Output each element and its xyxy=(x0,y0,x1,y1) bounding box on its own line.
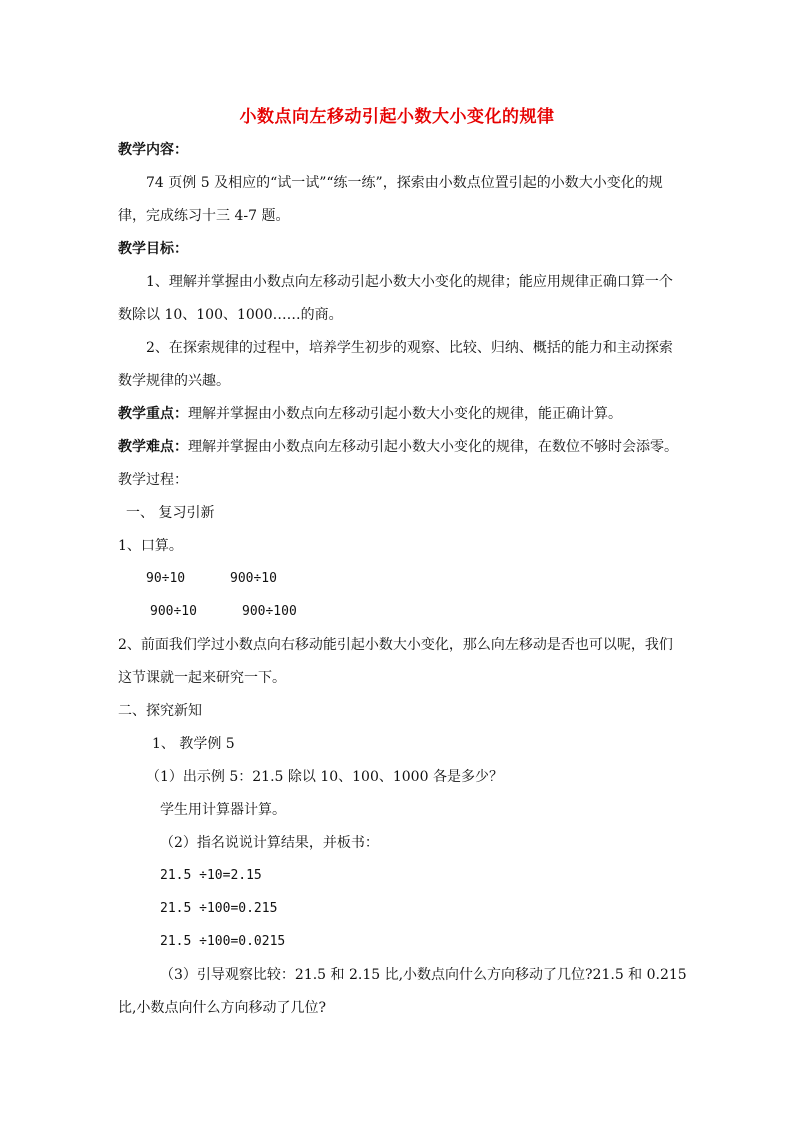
equation-3: 21.5 ÷100=0.0215 xyxy=(160,934,286,949)
section-2-heading: 二、探究新知 xyxy=(118,703,202,719)
content-text-line-1: 74 页例 5 及相应的“试一试”“练一练”，探索由小数点位置引起的小数大小变化的规 xyxy=(146,175,663,191)
item-2-line-1: 2、前面我们学过小数点向右移动能引起小数大小变化，那么向左移动是否也可以呢，我们 xyxy=(118,637,673,653)
calc-2a: 900÷10 xyxy=(150,604,197,619)
calc-2b: 900÷100 xyxy=(242,604,297,619)
content-text-line-2: 律，完成练习十三 4-7 题。 xyxy=(118,208,290,224)
key-point xyxy=(118,404,622,424)
equation-1: 21.5 ÷10=2.15 xyxy=(160,868,262,883)
difficult-point xyxy=(118,437,678,457)
calc-1a: 90÷10 xyxy=(146,571,186,586)
teach-example-5: 1、 教学例 5 xyxy=(152,736,235,752)
goal-1-line-2: 数除以 10、100、1000……的商。 xyxy=(118,307,343,323)
calc-1b: 900÷10 xyxy=(230,571,277,586)
key-point-text: 理解并掌握由小数点向左移动引起小数大小变化的规律，能正确计算。 xyxy=(188,406,622,422)
step-1-note: 学生用计算器计算。 xyxy=(160,802,286,818)
difficult-point-label: 教学难点： xyxy=(118,439,188,455)
step-3-line-1: （3）引导观察比较：21.5 和 2.15 比,小数点向什么方向移动了几位?21.5 和 0.215 xyxy=(160,967,687,983)
equation-2: 21.5 ÷100=0.215 xyxy=(160,901,278,916)
process-heading: 教学过程： xyxy=(118,472,188,488)
goal-2-line-2: 数学规律的兴趣。 xyxy=(118,373,230,389)
goals-heading: 教学目标： xyxy=(118,241,188,257)
section-1-heading: 一、 复习引新 xyxy=(126,505,215,521)
goal-2-line-1: 2、在探索规律的过程中，培养学生初步的观察、比较、归纳、概括的能力和主动探索 xyxy=(146,340,673,356)
key-point-label: 教学重点： xyxy=(118,406,188,422)
item-2-line-2: 这节课就一起来研究一下。 xyxy=(118,670,286,686)
goal-1-line-1: 1、理解并掌握由小数点向左移动引起小数大小变化的规律；能应用规律正确口算一个 xyxy=(146,274,673,290)
document-title: 小数点向左移动引起小数大小变化的规律 xyxy=(239,107,555,127)
step-1: （1）出示例 5：21.5 除以 10、100、1000 各是多少？ xyxy=(146,769,503,785)
step-3-line-2: 比,小数点向什么方向移动了几位? xyxy=(118,1000,326,1016)
content-heading: 教学内容： xyxy=(118,142,188,158)
item-1: 1、口算。 xyxy=(118,538,183,554)
difficult-point-text: 理解并掌握由小数点向左移动引起小数大小变化的规律，在数位不够时会添零。 xyxy=(188,439,678,455)
step-2: （2）指名说说计算结果，并板书： xyxy=(160,835,379,851)
